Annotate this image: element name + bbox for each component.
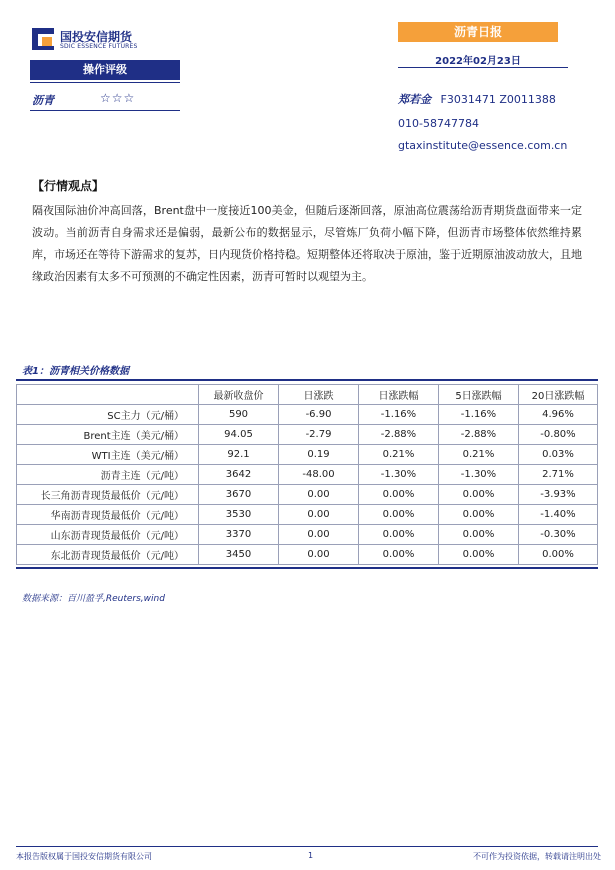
analyst-phone: 010-58747784 xyxy=(398,117,479,130)
price-table xyxy=(16,384,598,565)
table-cell: -1.30% xyxy=(359,465,439,485)
row-label: SC主力（元/桶） xyxy=(17,405,199,425)
table-cell: 0.00% xyxy=(439,505,519,525)
table-header-cell: 20日涨跌幅 xyxy=(519,385,598,405)
table-header-cell: 5日涨跌幅 xyxy=(439,385,519,405)
report-type-banner: 沥青日报 xyxy=(398,22,558,42)
row-label: 长三角沥青现货最低价（元/吨） xyxy=(17,485,199,505)
table-cell: -1.16% xyxy=(439,405,519,425)
table-row xyxy=(17,485,598,505)
analyst-name: 郑若金 xyxy=(398,93,431,106)
table-cell: 0.00% xyxy=(439,525,519,545)
table-cell: -48.00 xyxy=(279,465,359,485)
footer-disclaimer: 不可作为投资依据，转载请注明出处 xyxy=(473,852,601,861)
table-cell: 590 xyxy=(199,405,279,425)
table-row xyxy=(17,545,598,565)
analyst-id: F3031471 Z0011388 xyxy=(440,93,556,106)
table-cell: 3530 xyxy=(199,505,279,525)
table-cell: 0.19 xyxy=(279,445,359,465)
market-view-paragraph: 隔夜国际油价冲高回落，Brent盘中一度接近100美金，但随后逐渐回落，原油高位震荡给沥青期货盘面带来一定波动。当前沥青自身需求还是偏弱，最新公布的数据显示，尽管炼厂负荷小幅下降，但沥青市场整体依然维持累库，市场还在等待下游需求的复苏，日内现货价格持稳。短期整体还将取决于原油，鉴于近期原油波动放大，且地缘政治因素有太多不可预测的不确定性因素，沥青可暂时以观望为主。 xyxy=(32,204,582,283)
table-header-row xyxy=(17,385,598,405)
commodity-label: 沥青 xyxy=(32,94,54,107)
table-cell: 94.05 xyxy=(199,425,279,445)
table-cell: 0.00% xyxy=(439,545,519,565)
logo-en-text: SDIC ESSENCE FUTURES xyxy=(60,43,138,50)
page-number: 1 xyxy=(308,851,314,860)
footer-divider xyxy=(16,846,598,847)
row-label: Brent主连（美元/桶） xyxy=(17,425,199,445)
table-row xyxy=(17,505,598,525)
table-cell: -0.80% xyxy=(519,425,598,445)
table-cell: 3370 xyxy=(199,525,279,545)
row-label: 沥青主连（元/吨） xyxy=(17,465,199,485)
table-top-rule xyxy=(16,379,598,381)
table-row xyxy=(17,465,598,485)
analyst-email[interactable]: gtaxinstitute@essence.com.cn xyxy=(398,139,568,152)
row-label: 华南沥青现货最低价（元/吨） xyxy=(17,505,199,525)
rating-divider xyxy=(30,82,180,83)
row-label: WTI主连（美元/桶） xyxy=(17,445,199,465)
table-cell: -1.40% xyxy=(519,505,598,525)
logo-cn-text: 国投安信期货 xyxy=(60,30,133,44)
table-cell: 92.1 xyxy=(199,445,279,465)
header-divider xyxy=(398,67,568,68)
table-row xyxy=(17,405,598,425)
rating-banner: 操作评级 xyxy=(30,60,180,80)
table-cell: 0.21% xyxy=(359,445,439,465)
table-cell: 0.21% xyxy=(439,445,519,465)
table-cell: 3642 xyxy=(199,465,279,485)
table-bottom-rule xyxy=(16,567,598,569)
table-cell: -2.79 xyxy=(279,425,359,445)
table-title: 表1：沥青相关价格数据 xyxy=(22,366,129,377)
table-cell: -0.30% xyxy=(519,525,598,545)
table-cell: 0.00 xyxy=(279,525,359,545)
table-cell: -2.88% xyxy=(359,425,439,445)
table-cell: 0.00% xyxy=(359,525,439,545)
table-cell: 0.00% xyxy=(519,545,598,565)
table-row xyxy=(17,425,598,445)
table-cell: -2.88% xyxy=(439,425,519,445)
data-source: 数据来源：百川盈孚,Reuters,wind xyxy=(22,594,165,604)
table-cell: 0.00 xyxy=(279,505,359,525)
rating-stars: ☆☆☆ xyxy=(100,91,136,105)
table-cell: 0.00 xyxy=(279,485,359,505)
logo-mark-icon xyxy=(32,28,54,50)
footer-copyright: 本报告版权属于国投安信期货有限公司 xyxy=(16,852,152,861)
table-header-cell: 日涨跌 xyxy=(279,385,359,405)
rating-bottom-divider xyxy=(30,110,180,111)
row-label: 东北沥青现货最低价（元/吨） xyxy=(17,545,199,565)
table-cell: 2.71% xyxy=(519,465,598,485)
table-header-cell xyxy=(17,385,199,405)
table-row xyxy=(17,445,598,465)
row-label: 山东沥青现货最低价（元/吨） xyxy=(17,525,199,545)
table-cell: 0.00% xyxy=(359,545,439,565)
table-header-cell: 日涨跌幅 xyxy=(359,385,439,405)
table-cell: 4.96% xyxy=(519,405,598,425)
table-cell: 3670 xyxy=(199,485,279,505)
report-date: 2022年02月23日 xyxy=(435,56,521,67)
company-logo xyxy=(32,26,182,56)
table-cell: 3450 xyxy=(199,545,279,565)
table-cell: -1.16% xyxy=(359,405,439,425)
table-cell: 0.00% xyxy=(439,485,519,505)
table-cell: 0.00 xyxy=(279,545,359,565)
table-cell: 0.00% xyxy=(359,485,439,505)
table-cell: -6.90 xyxy=(279,405,359,425)
table-row xyxy=(17,525,598,545)
table-cell: -1.30% xyxy=(439,465,519,485)
table-cell: -3.93% xyxy=(519,485,598,505)
table-header-cell: 最新收盘价 xyxy=(199,385,279,405)
analyst-info xyxy=(398,91,556,107)
section-title: 【行情观点】 xyxy=(32,179,105,193)
table-cell: 0.03% xyxy=(519,445,598,465)
table-cell: 0.00% xyxy=(359,505,439,525)
